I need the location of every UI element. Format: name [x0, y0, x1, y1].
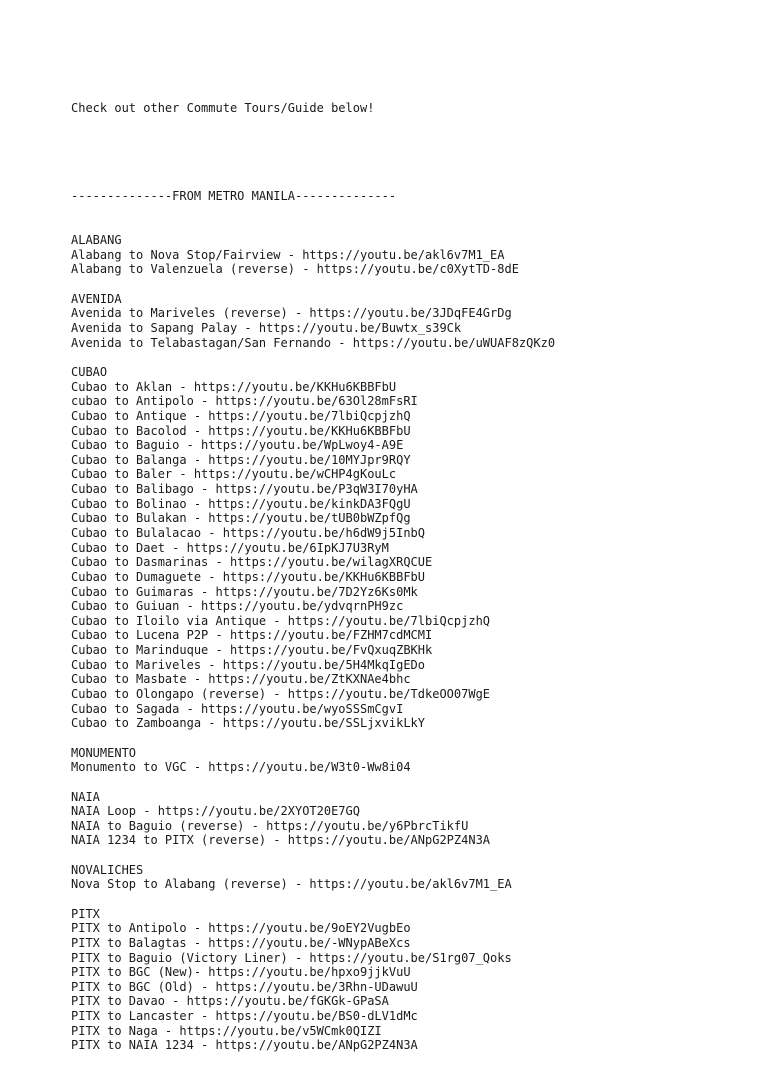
route-link-line[interactable]: PITX to Balagtas - https://youtu.be/-WNypABeXcs	[71, 935, 411, 950]
route-link-line[interactable]: Cubao to Antique - https://youtu.be/7lbiQcpjzhQ	[71, 408, 411, 423]
blank-line	[71, 145, 751, 160]
route-link-line[interactable]: NAIA to Baguio (reverse) - https://youtu.be/y6PbrcTikfU	[71, 818, 469, 833]
section-heading: CUBAO	[71, 364, 108, 379]
route-link-line[interactable]: Cubao to Bulalacao - https://youtu.be/h6dW9j5InbQ	[71, 525, 426, 540]
section-cubao	[71, 365, 751, 731]
section-alabang	[71, 233, 751, 277]
section-heading: MONUMENTO	[71, 745, 137, 760]
route-link-line[interactable]: Avenida to Telabastagan/San Fernando - https://youtu.be/uWUAF8zQKz0	[71, 335, 556, 350]
section-novaliches	[71, 863, 751, 892]
section-heading: PITX	[71, 906, 100, 921]
route-link-line[interactable]: Cubao to Balibago - https://youtu.be/P3qW3I70yHA	[71, 482, 418, 497]
section-heading: NOVALICHES	[71, 862, 144, 877]
region-header: --------------FROM METRO MANILA--------------	[71, 189, 397, 204]
route-link-line[interactable]: Cubao to Guiuan - https://youtu.be/ydvqrnPH9zc	[71, 599, 404, 614]
route-link-line[interactable]: PITX to Davao - https://youtu.be/fGKGk-GPaSA	[71, 994, 389, 1009]
intro-text: Check out other Commute Tours/Guide below!	[71, 101, 375, 116]
route-link-line[interactable]: Monumento to VGC - https://youtu.be/W3t0-Ww8i04	[71, 760, 411, 775]
route-link-line[interactable]: PITX to Baguio (Victory Liner) - https://youtu.be/S1rg07_Qoks	[71, 950, 512, 965]
route-link-line[interactable]: Cubao to Dumaguete - https://youtu.be/KKHu6KBBFbU	[71, 569, 426, 584]
route-link-line[interactable]: Cubao to Lucena P2P - https://youtu.be/FZHM7cdMCMI	[71, 628, 433, 643]
section-naia	[71, 790, 751, 849]
section-monumento	[71, 746, 751, 775]
route-link-line[interactable]: PITX to BGC (Old) - https://youtu.be/3Rhn-UDawuU	[71, 979, 418, 994]
route-link-line[interactable]: Avenida to Mariveles (reverse) - https://youtu.be/3JDqFE4GrDg	[71, 306, 512, 321]
route-link-line[interactable]: PITX to Lancaster - https://youtu.be/BS0-dLV1dMc	[71, 1009, 418, 1024]
section-pitx	[71, 907, 751, 1053]
route-link-line[interactable]: Cubao to Dasmarinas - https://youtu.be/wilagXRQCUE	[71, 555, 433, 570]
route-link-line[interactable]: Cubao to Marinduque - https://youtu.be/FvQxuqZBKHk	[71, 643, 433, 658]
section-avenida	[71, 292, 751, 351]
route-link-line[interactable]: Cubao to Masbate - https://youtu.be/ZtKXNAe4bhc	[71, 672, 411, 687]
blank-line	[71, 848, 751, 863]
route-link-line[interactable]: Alabang to Nova Stop/Fairview - https://youtu.be/akl6v7M1_EA	[71, 247, 505, 262]
route-link-line[interactable]: Cubao to Bacolod - https://youtu.be/KKHu6KBBFbU	[71, 423, 411, 438]
route-link-line[interactable]: Cubao to Bulakan - https://youtu.be/tUB0bWZpfQg	[71, 511, 411, 526]
document-page	[71, 72, 751, 1068]
route-link-line[interactable]: Cubao to Iloilo via Antique - https://youtu.be/7lbiQcpjzhQ	[71, 613, 491, 628]
route-link-line[interactable]: Cubao to Olongapo (reverse) - https://youtu.be/TdkeOO07WgE	[71, 687, 491, 702]
route-link-line[interactable]: PITX to Naga - https://youtu.be/v5WCmk0QIZI	[71, 1023, 382, 1038]
sections-container	[71, 233, 751, 1053]
section-heading: ALABANG	[71, 233, 122, 248]
route-link-line[interactable]: NAIA 1234 to PITX (reverse) - https://youtu.be/ANpG2PZ4N3A	[71, 833, 491, 848]
section-heading: NAIA	[71, 789, 100, 804]
blank-line	[71, 277, 751, 292]
route-link-line[interactable]: Alabang to Valenzuela (reverse) - https://youtu.be/c0XytTD-8dE	[71, 262, 519, 277]
route-link-line[interactable]: PITX to Antipolo - https://youtu.be/9oEY2VugbEo	[71, 921, 411, 936]
route-link-line[interactable]: Cubao to Baguio - https://youtu.be/WpLwoy4-A9E	[71, 438, 404, 453]
route-link-line[interactable]: Cubao to Baler - https://youtu.be/wCHP4gKouLc	[71, 467, 397, 482]
route-link-line[interactable]: Cubao to Bolinao - https://youtu.be/kinkDA3FQgU	[71, 496, 411, 511]
route-link-line[interactable]: PITX to BGC (New)- https://youtu.be/hpxo9jjkVuU	[71, 965, 411, 980]
route-link-line[interactable]: Cubao to Daet - https://youtu.be/6IpKJ7U3RyM	[71, 540, 389, 555]
blank-line	[71, 775, 751, 790]
route-link-line[interactable]: Cubao to Balanga - https://youtu.be/10MYJpr9RQY	[71, 452, 411, 467]
route-link-line[interactable]: NAIA Loop - https://youtu.be/2XYOT20E7GQ	[71, 804, 360, 819]
route-link-line[interactable]: Cubao to Aklan - https://youtu.be/KKHu6KBBFbU	[71, 379, 397, 394]
route-link-line[interactable]: PITX to NAIA 1234 - https://youtu.be/ANpG2PZ4N3A	[71, 1038, 418, 1053]
blank-line	[71, 892, 751, 907]
route-link-line[interactable]: Cubao to Mariveles - https://youtu.be/5H4MkqIgEDo	[71, 657, 426, 672]
section-heading: AVENIDA	[71, 291, 122, 306]
blank-line	[71, 731, 751, 746]
blank-line	[71, 350, 751, 365]
route-link-line[interactable]: cubao to Antipolo - https://youtu.be/63Ol28mFsRI	[71, 394, 418, 409]
route-link-line[interactable]: Cubao to Sagada - https://youtu.be/wyoSSSmCgvI	[71, 701, 404, 716]
route-link-line[interactable]: Nova Stop to Alabang (reverse) - https://youtu.be/akl6v7M1_EA	[71, 877, 512, 892]
route-link-line[interactable]: Avenida to Sapang Palay - https://youtu.be/Buwtx_s39Ck	[71, 321, 462, 336]
route-link-line[interactable]: Cubao to Zamboanga - https://youtu.be/SSLjxvikLkY	[71, 716, 426, 731]
route-link-line[interactable]: Cubao to Guimaras - https://youtu.be/7D2Yz6Ks0Mk	[71, 584, 418, 599]
